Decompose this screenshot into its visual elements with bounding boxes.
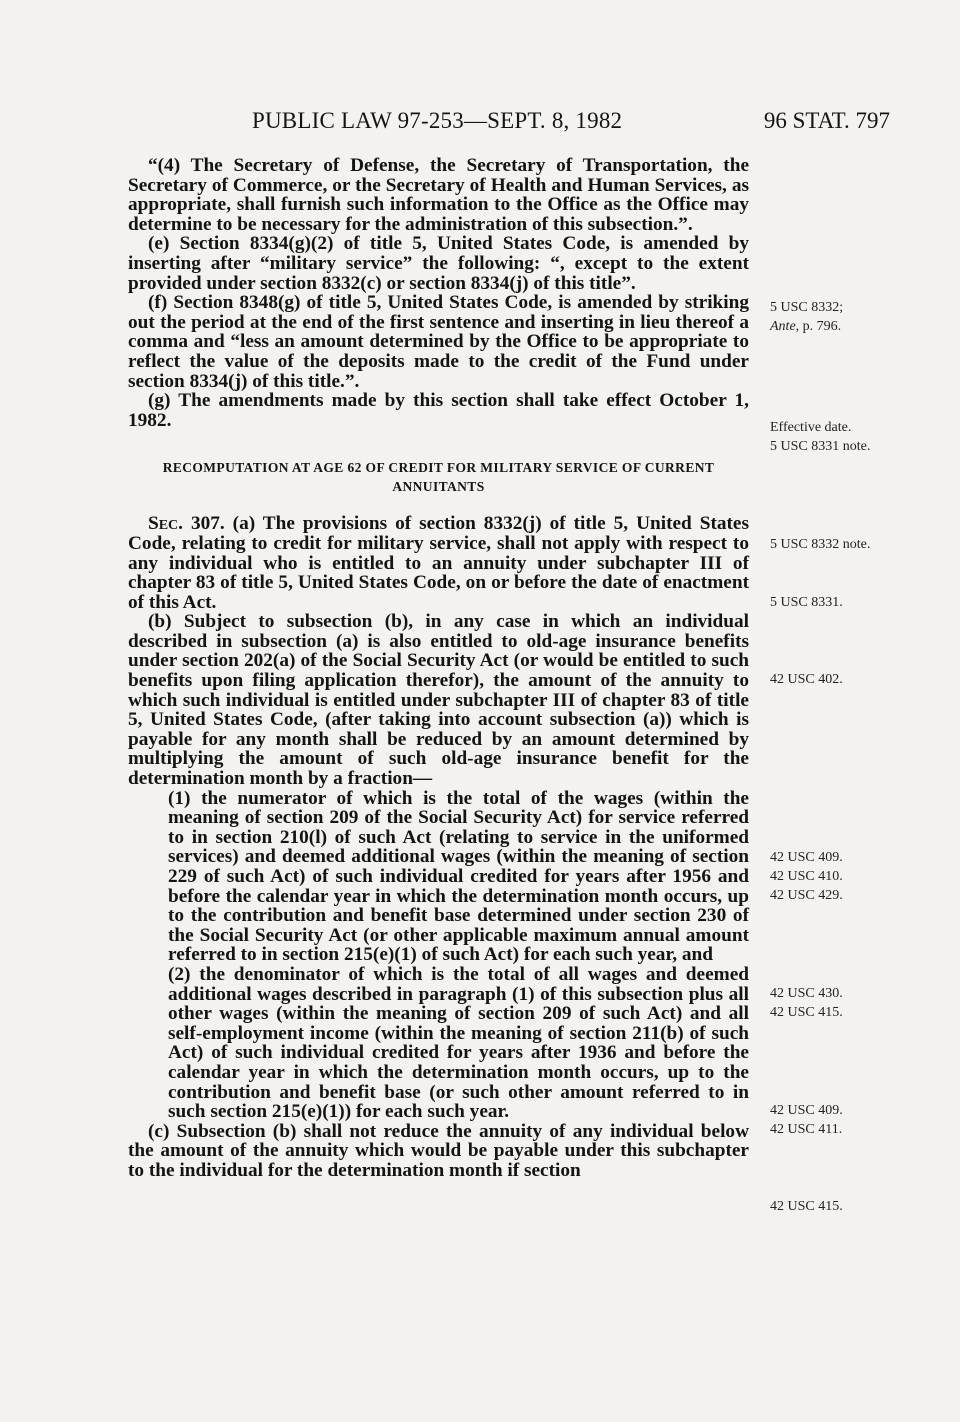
margin-note-42usc415: 42 USC 415.: [770, 1005, 843, 1020]
margin-note-5usc8331: 5 USC 8331.: [770, 595, 843, 610]
margin-note-ante-label: Ante: [770, 319, 796, 334]
margin-note-5usc8332: 5 USC 8332;: [770, 300, 844, 315]
section-heading: RECOMPUTATION AT AGE 62 OF CREDIT FOR MILITARY SERVICE OF CURRENT ANNUITANTS: [162, 460, 715, 495]
margin-note-42usc430: 42 USC 430.: [770, 986, 843, 1001]
margin-note-42usc409-b: 42 USC 409.: [770, 1103, 843, 1118]
paragraph-4-secretaries: “(4) The Secretary of Defense, the Secretary of Transportation, the Secretary of Commerce, or the Secretary of Health and Human Services, as appropriate, shall furnish such information to the Office as the Office may determine to be necessary for the administration of this subsection.”.: [128, 155, 749, 235]
paragraph-e: (e) Section 8334(g)(2) of title 5, United States Code, is amended by inserting after “military service” the following: “, except to the extent provided under section 8332(c) or section 8334(j) of this title”.: [128, 233, 749, 294]
paragraph-g: (g) The amendments made by this section shall take effect October 1, 1982.: [128, 390, 749, 431]
margin-note-effective-date: Effective date.: [770, 420, 852, 435]
margin-note-42usc410: 42 USC 410.: [770, 869, 843, 884]
margin-note-42usc429: 42 USC 429.: [770, 888, 843, 903]
section-307-c: (c) Subsection (b) shall not reduce the annuity of any individual below the amount of the annuity which would be payable under this subchapter to the individual for the determination month if section: [128, 1120, 749, 1181]
margin-note-42usc411: 42 USC 411.: [770, 1122, 843, 1137]
paragraph-f: (f) Section 8348(g) of title 5, United States Code, is amended by striking out the period at the end of the first sentence and inserting in lieu thereof a comma and “less an amount determined by the Office to be appropriate to reflect the value of the deposits made to the credit of the Fund under section 8334(j) of this title.”.: [128, 292, 749, 392]
margin-note-5usc8332-note: 5 USC 8332 note.: [770, 537, 871, 552]
page-header: [128, 108, 890, 148]
clause-1-numerator: (1) the numerator of which is the total of the wages (within the meaning of section 209 of the Social Security Act) for service referred to in section 210(l) of such Act (relating to service in the uniformed services) and deemed additional wages (within the meaning of section 229 of such Act) of such individual credited for years after 1956 and before the calendar year in which the determination month occurs, up to the contribution and benefit base determined under section 230 of the Social Security Act (or other applicable maximum annual amount referred to in section 215(e)(1) of such Act) for each such year, and: [168, 787, 749, 966]
section-307-a-text: 307. (a) The provisions of section 8332(j) of title 5, United States Code, relating to credit for military service, shall not apply with respect to any individual who is entitled to an annuity under subchapter III of chapter 83 of title 5, United States Code, on or before the date of enactment of this Act.: [128, 513, 749, 613]
margin-note-ante: [770, 317, 841, 336]
section-label: Sec.: [148, 513, 183, 535]
margin-note-42usc402: 42 USC 402.: [770, 672, 843, 687]
section-307-a: [128, 514, 749, 612]
clause-2-denominator: (2) the denominator of which is the total of all wages and deemed additional wages described in paragraph (1) of this subsection plus all other wages (within the meaning of section 209 of such Act) and all self-employment income (within the meaning of section 211(b) of such Act) of such individual credited for years after 1936 and before the calendar year in which the determination month occurs, up to the contribution and benefit base (or such other amount referred to in such section 215(e)(1)) for each such year.: [168, 963, 749, 1123]
page-title: PUBLIC LAW 97-253—SEPT. 8, 1982: [252, 108, 623, 133]
statute-body: [128, 156, 749, 1181]
margin-note-42usc415-b: 42 USC 415.: [770, 1199, 843, 1214]
margin-note-42usc409: 42 USC 409.: [770, 850, 843, 865]
margin-note-ante-page: , p. 796.: [795, 319, 842, 334]
section-307-b: (b) Subject to subsection (b), in any case in which an individual described in subsection (a) is also entitled to old-age insurance benefits under section 202(a) of the Social Security Act (or would be entitled to such benefits upon filing application therefor), the amount of the annuity to which such individual is entitled under subchapter III of chapter 83 of title 5, United States Code, (after taking into account subsection (a)) which is payable for any month shall be reduced by an amount determined by multiplying the amount of such old-age insurance benefit for the determination month by a fraction—: [128, 611, 749, 790]
margin-note-5usc8331-note: 5 USC 8331 note.: [770, 439, 871, 454]
stat-page-number: 96 STAT. 797: [763, 108, 890, 133]
